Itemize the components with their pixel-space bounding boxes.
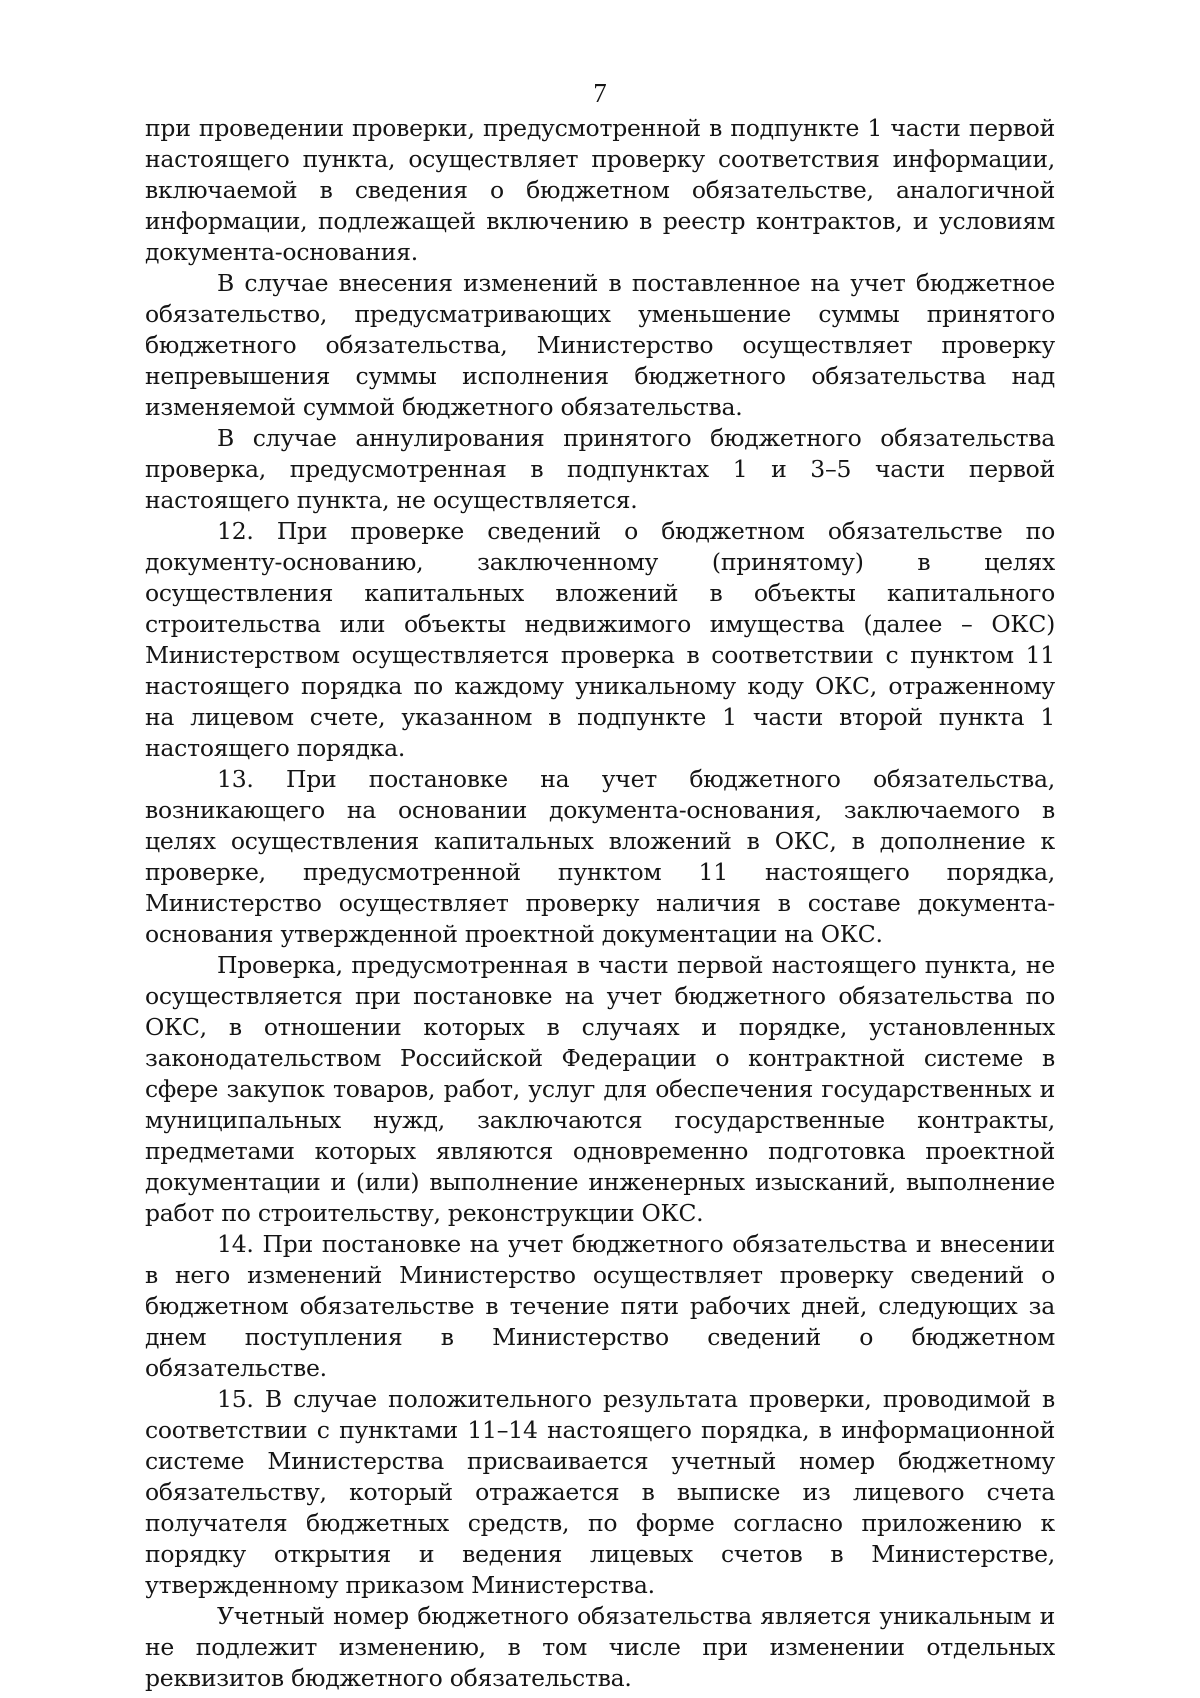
paragraph-item-12: 12. При проверке сведений о бюджетном обязательстве по документу-основанию, заключенному (принятому) в целях осуществления капитальных вложений в объекты капитального строительства или объекты недвижимого имущества (далее – ОКС) Министерством осуществляется проверка в соответствии с пунктом 11 настоящего порядка по каждому уникальному коду ОКС, отраженному на лицевом счете, указанном в подпункте 1 части второй пункта 1 настоящего порядка. [145,517,1055,762]
paragraph-registration-number: Учетный номер бюджетного обязательства является уникальным и не подлежит изменению, в том числе при изменении отдельных реквизитов бюджетного обязательства. [145,1602,1055,1692]
paragraph-item-13-check: Проверка, предусмотренная в части первой настоящего пункта, не осуществляется при постановке на учет бюджетного обязательства по ОКС, в отношении которых в случаях и порядке, установленных законодательством Российской Федерации о контрактной системе в сфере закупок товаров, работ, услуг для обеспечения государственных и муниципальных нужд, заключаются государственные контракты, предметами которых являются одновременно подготовка проектной документации и (или) выполнение инженерных изысканий, выполнение работ по строительству, реконструкции ОКС. [145,951,1055,1227]
paragraph-budget-obligation-change: В случае внесения изменений в поставленное на учет бюджетное обязательство, предусматривающих уменьшение суммы принятого бюджетного обязательства, Министерство осуществляет проверку непревышения суммы исполнения бюджетного обязательства над изменяемой суммой бюджетного обязательства. [145,269,1055,421]
document-body [145,113,1055,1694]
paragraph-budget-obligation-cancel: В случае аннулирования принятого бюджетного обязательства проверка, предусмотренная в подпунктах 1 и 3–5 части первой настоящего пункта, не осуществляется. [145,424,1055,514]
paragraph-item-15: 15. В случае положительного результата проверки, проводимой в соответствии с пунктами 11–14 настоящего порядка, в информационной системе Министерства присваивается учетный номер бюджетному обязательству, который отражается в выписке из лицевого счета получателя бюджетных средств, по форме согласно приложению к порядку открытия и ведения лицевых счетов в Министерстве, утвержденному приказом Министерства. [145,1385,1055,1599]
paragraph-item-13: 13. При постановке на учет бюджетного обязательства, возникающего на основании документа-основания, заключаемого в целях осуществления капитальных вложений в ОКС, в дополнение к проверке, предусмотренной пунктом 11 настоящего порядка, Министерство осуществляет проверку наличия в составе документа-основания утвержденной проектной документации на ОКС. [145,765,1055,948]
paragraph-continuation: при проведении проверки, предусмотренной в подпункте 1 части первой настоящего пункта, осуществляет проверку соответствия информации, включаемой в сведения о бюджетном обязательстве, аналогичной информации, подлежащей включению в реестр контрактов, и условиям документа-основания. [145,114,1055,266]
page-number: 7 [593,78,607,108]
paragraph-item-14: 14. При постановке на учет бюджетного обязательства и внесении в него изменений Министерство осуществляет проверку сведений о бюджетном обязательстве в течение пяти рабочих дней, следующих за днем поступления в Министерство сведений о бюджетном обязательстве. [145,1230,1055,1382]
